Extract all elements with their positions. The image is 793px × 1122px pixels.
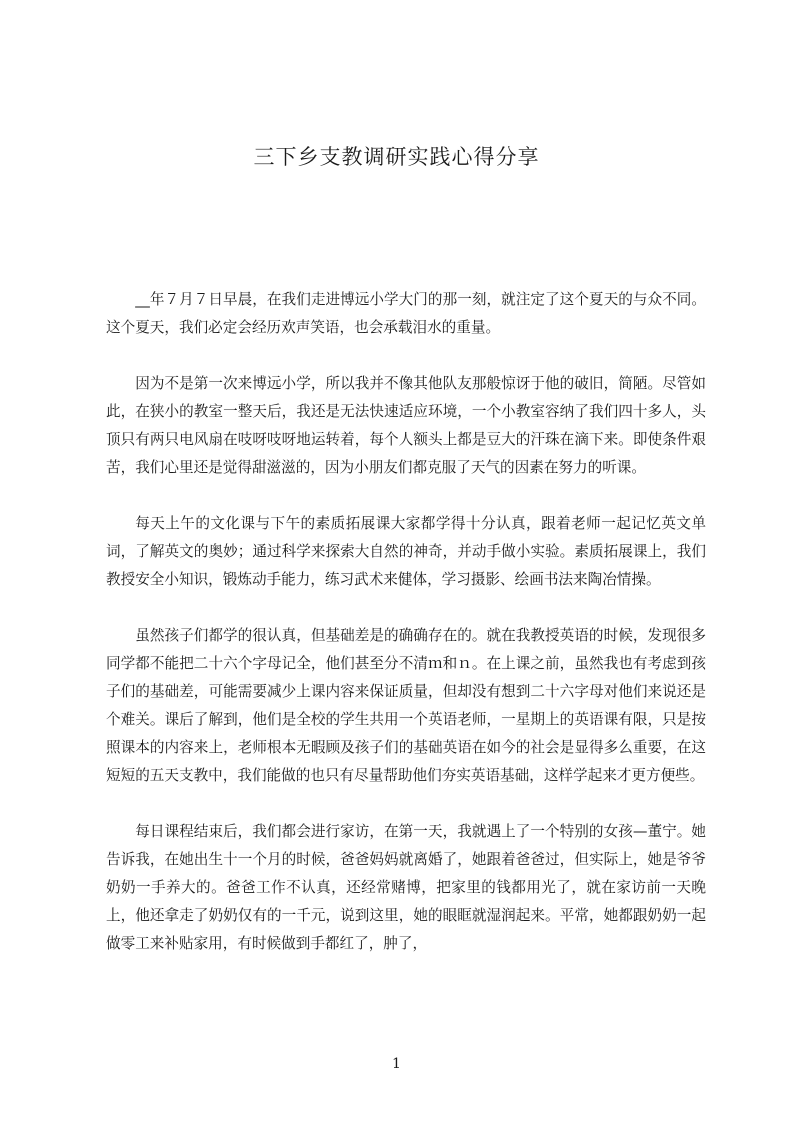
document-title: 三下乡支教调研实践心得分享	[253, 145, 540, 169]
paragraph-5: 每日课程结束后，我们都会进行家访，在第一天，我就遇上了一个特别的女孩—董宁。她告诉我，在她出生十一个月的时候，爸爸妈妈就离婚了，她跟着爸爸过，但实际上，她是爷爷奶奶一手养大的。爸爸工作不认真，还经常赌博，把家里的钱都用光了，就在家访前一天晚上，他还拿走了奶奶仅有的一千元，说到这里，她的眼眶就湿润起来。平常，她都跟奶奶一起做零工来补贴家用，有时候做到手都红了，肿了，	[106, 823, 706, 952]
paragraph-4: 虽然孩子们都学的很认真，但基础差是的确确存在的。就在我教授英语的时候，发现很多同学都不能把二十六个字母记全，他们甚至分不清ｍ和ｎ。在上课之前，虽然我也有考虑到孩子们的基础差，可能需要减少上课内容来保证质量，但却没有想到二十六字母对他们来说还是个难关。课后了解到，他们是全校的学生共用一个英语老师，一星期上的英语课有限，只是按照课本的内容来上，老师根本无暇顾及孩子们的基础英语在如今的社会是显得多么重要，在这短短的五天支教中，我们能做的也只有尽量帮助他们夯实英语基础，这样学起来才更方便些。	[106, 627, 706, 784]
paragraph-1: __年７月７日早晨，在我们走进博远小学大门的那一刻，就注定了这个夏天的与众不同。这个夏天，我们必定会经历欢声笑语，也会承载泪水的重量。	[106, 291, 706, 336]
page-number: 1	[392, 1056, 401, 1072]
paragraph-3: 每天上午的文化课与下午的素质拓展课大家都学得十分认真，跟着老师一起记忆英文单词，了解英文的奥妙；通过科学来探索大自然的神奇，并动手做小实验。素质拓展课上，我们教授安全小知识，锻炼动手能力，练习武术来健体，学习摄影、绘画书法来陶冶情操。	[106, 515, 706, 588]
paragraph-2: 因为不是第一次来博远小学，所以我并不像其他队友那般惊讶于他的破旧，简陋。尽管如此，在狭小的教室一整天后，我还是无法快速适应环境，一个小教室容纳了我们四十多人，头顶只有两只电风扇在吱呀吱呀地运转着，每个人额头上都是豆大的汗珠在滴下来。即使条件艰苦，我们心里还是觉得甜滋滋的，因为小朋友们都克服了天气的因素在努力的听课。	[106, 375, 706, 476]
document-body	[106, 286, 706, 986]
